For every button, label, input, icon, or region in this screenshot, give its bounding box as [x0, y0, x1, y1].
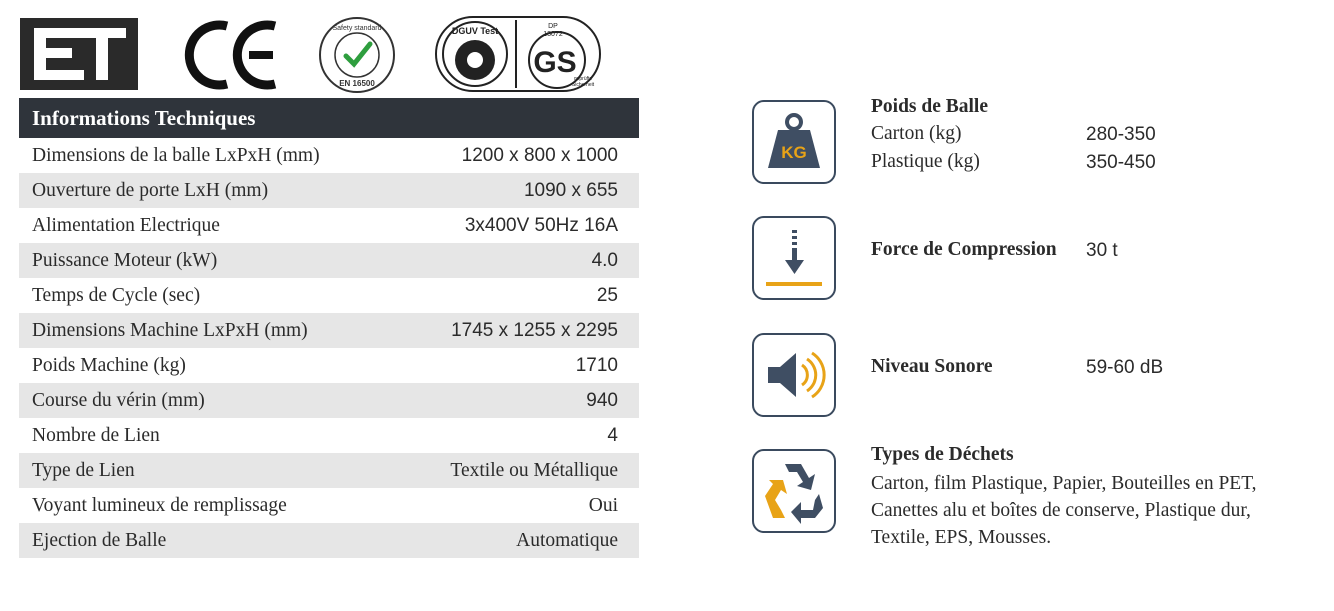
plastic-value: 350-450 [1086, 152, 1156, 173]
dp-text: DP [548, 23, 558, 30]
table-row [19, 243, 639, 278]
compression-value: 30 t [1086, 240, 1118, 261]
gs-text: GS [533, 46, 577, 79]
row-value: 1090 x 655 [523, 179, 618, 201]
dguv-text: DGUV Test [451, 26, 499, 36]
row-value: Oui [588, 494, 618, 516]
gs-sub1-text: geprüfte [573, 76, 593, 82]
noise-icon-box [752, 333, 836, 417]
dp-number-text: 13072 [543, 31, 563, 38]
row-value: 3x400V 50Hz 16A [464, 214, 618, 236]
table-row [19, 348, 639, 383]
row-value: 1200 x 800 x 1000 [461, 144, 618, 166]
table-row [19, 313, 639, 348]
safety-bottom-text: EN 16500 [339, 79, 375, 88]
carton-label: Carton (kg) [871, 123, 962, 144]
table-row [19, 523, 639, 558]
recycle-icon [761, 458, 827, 524]
table-row [19, 383, 639, 418]
waste-title: Types de Déchets [871, 444, 1014, 465]
carton-value: 280-350 [1086, 124, 1156, 145]
kg-label: KG [781, 143, 807, 162]
table-title: Informations Techniques [19, 98, 639, 138]
et-logo [20, 18, 138, 90]
row-value: Textile ou Métallique [450, 459, 618, 481]
row-value: 1745 x 1255 x 2295 [451, 319, 618, 341]
row-label: Alimentation Electrique [32, 214, 220, 236]
row-label: Ouverture de porte LxH (mm) [32, 179, 269, 201]
compression-title: Force de Compression [871, 239, 1057, 260]
plastic-label: Plastique (kg) [871, 151, 980, 172]
table-row [19, 418, 639, 453]
waste-types-text: Carton, film Plastique, Papier, Bouteilles en PET, Canettes alu et boîtes de conserve, Plastique dur, Textile, EPS, Mousses. [871, 473, 1257, 548]
row-value: 25 [596, 284, 618, 306]
row-label: Poids Machine (kg) [32, 354, 186, 376]
table-row [19, 138, 639, 173]
technical-info-table [19, 98, 639, 558]
table-row [19, 278, 639, 313]
row-label: Temps de Cycle (sec) [32, 284, 201, 306]
table-row [19, 173, 639, 208]
et-logo-mark [20, 18, 138, 90]
row-label: Dimensions Machine LxPxH (mm) [32, 319, 308, 341]
row-label: Ejection de Balle [32, 529, 167, 551]
safety-standard-seal [318, 16, 396, 94]
table-row [19, 208, 639, 243]
dguv-gs-logo [435, 16, 601, 92]
noise-title: Niveau Sonore [871, 356, 993, 377]
row-label: Dimensions de la balle LxPxH (mm) [32, 144, 320, 166]
weight-icon-box [752, 100, 836, 184]
gs-sub2-text: Sicherheit [571, 82, 595, 88]
row-value: Automatique [516, 529, 618, 551]
ce-logo [183, 20, 281, 90]
row-label: Puissance Moteur (kW) [32, 249, 218, 271]
row-value: 4 [607, 424, 618, 446]
row-value: 1710 [575, 354, 618, 376]
compression-arrow-icon [762, 226, 826, 290]
row-label: Voyant lumineux de remplissage [32, 494, 287, 516]
row-value: 940 [586, 389, 618, 411]
compression-icon-box [752, 216, 836, 300]
waste-icon-box [752, 449, 836, 533]
table-row [19, 488, 639, 523]
speaker-icon [762, 343, 826, 407]
noise-value: 59-60 dB [1086, 357, 1164, 378]
row-label: Course du vérin (mm) [32, 389, 205, 411]
row-value: 4.0 [591, 249, 618, 271]
kg-weight-icon [762, 110, 826, 174]
weight-title: Poids de Balle [871, 96, 989, 117]
table-row [19, 453, 639, 488]
row-label: Nombre de Lien [32, 424, 160, 446]
row-label: Type de Lien [32, 459, 135, 481]
safety-top-text: Safety standard [332, 25, 382, 32]
